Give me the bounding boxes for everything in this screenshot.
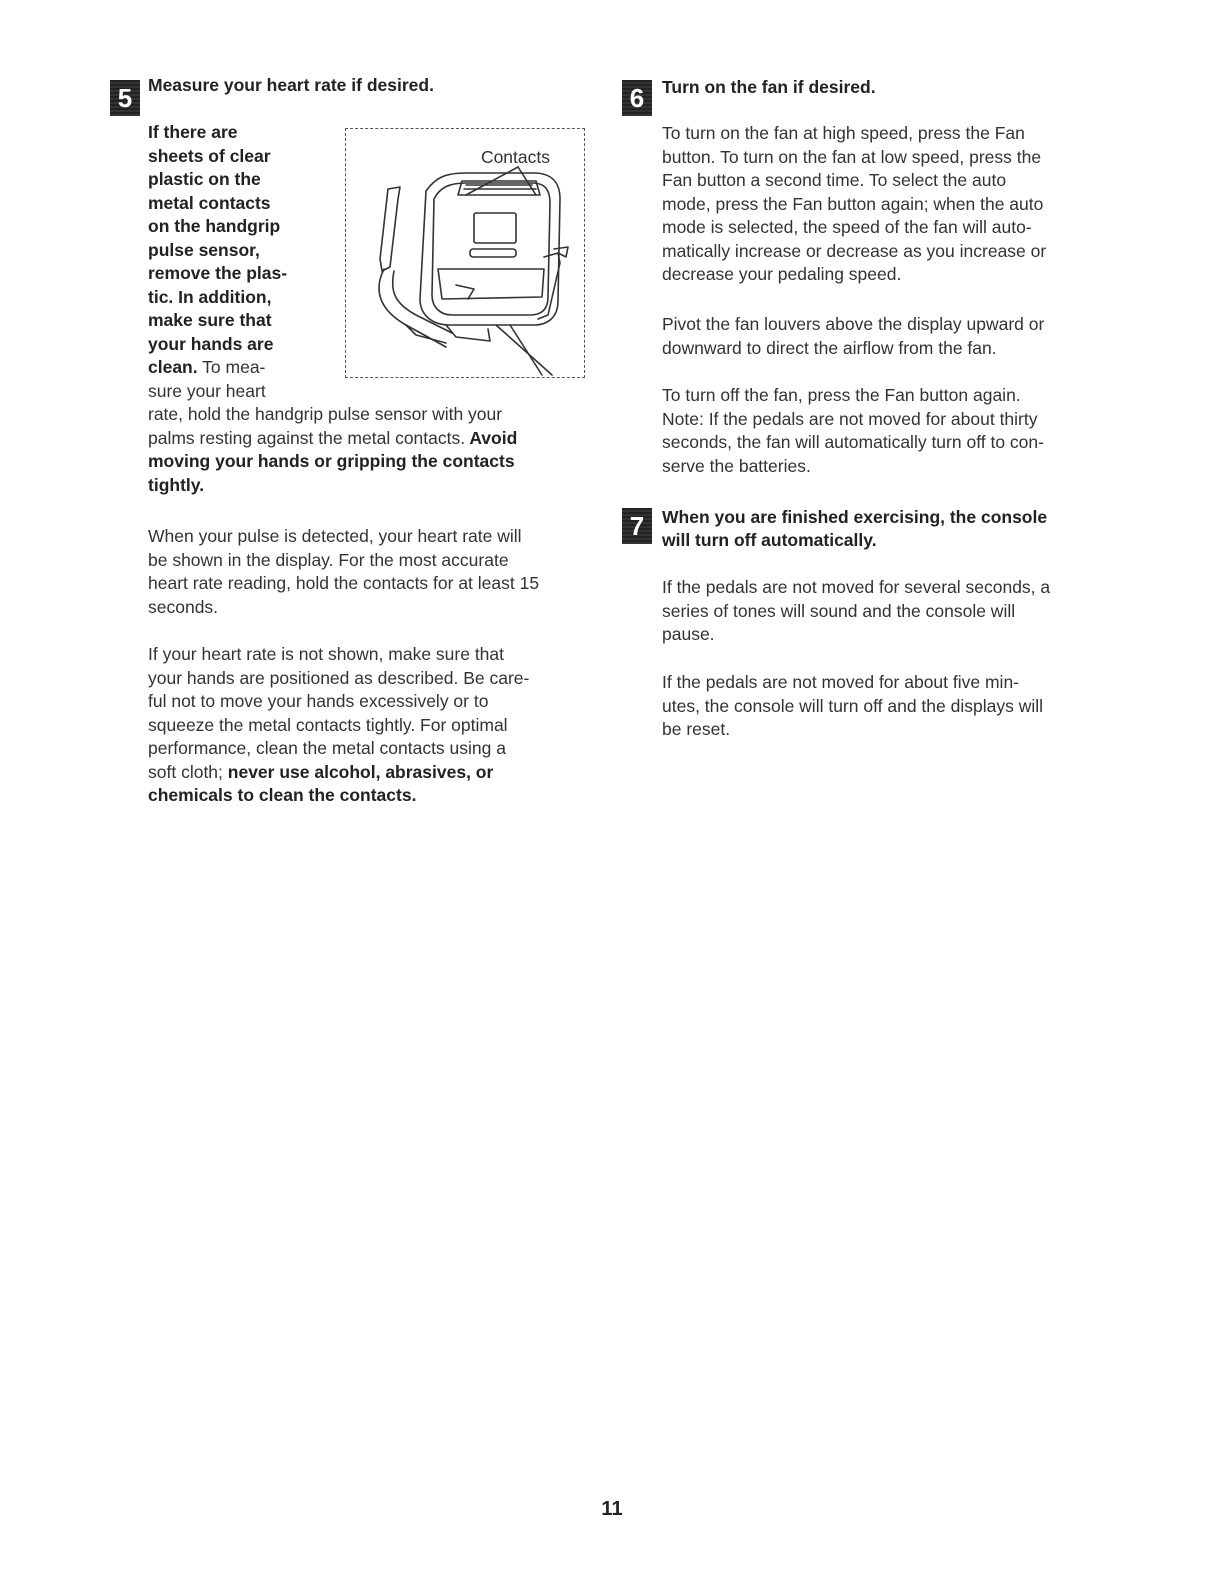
text-line: be shown in the display. For the most accurate xyxy=(148,549,509,570)
text-line xyxy=(148,761,598,785)
text-line: If your heart rate is not shown, make sure that xyxy=(148,644,505,664)
text-line: rate, hold the handgrip pulse sensor with your xyxy=(148,404,503,424)
step-5-badge: 5 xyxy=(110,80,140,116)
intro-line: on the handgrip xyxy=(148,216,281,236)
intro-line: make sure that xyxy=(148,310,272,330)
step-7-badge: 7 xyxy=(622,508,652,544)
text-line: seconds, the fan will automatically turn off to con- xyxy=(662,432,1044,452)
text-line: mode is selected, the speed of the fan will auto- xyxy=(662,217,1032,237)
console-illustration xyxy=(346,129,584,377)
intro-line: tic. In addition, xyxy=(148,286,272,307)
text-line: your hands are positioned as described. Be care- xyxy=(148,667,530,688)
text-line: Fan button a second time. To select the auto xyxy=(662,170,1007,190)
text-line: series of tones will sound and the console will xyxy=(662,600,1016,621)
step-5-para-3 xyxy=(148,643,598,808)
text-line: To turn on the fan at high speed, press the Fan xyxy=(662,123,1025,143)
heading-line: will turn off automatically. xyxy=(662,530,877,550)
warning-line: moving your hands or gripping the contacts xyxy=(148,451,515,471)
text-line: ful not to move your hands excessively or to xyxy=(148,691,489,711)
text-line: Note: If the pedals are not moved for about thirty xyxy=(662,408,1038,429)
intro-regular-tail: To mea- xyxy=(197,357,266,377)
text-line: seconds. xyxy=(148,596,219,617)
text-regular: soft cloth; xyxy=(148,761,223,782)
intro-line: sheets of clear xyxy=(148,145,271,166)
text-line: If the pedals are not moved for several seconds, a xyxy=(662,577,1051,597)
text-line: performance, clean the metal contacts using a xyxy=(148,738,506,758)
page-number: 11 xyxy=(601,1498,623,1520)
warning-line: chemicals to clean the contacts. xyxy=(148,785,417,805)
step-6-heading: Turn on the fan if desired. xyxy=(662,77,876,97)
warning-inline: Avoid xyxy=(465,427,518,448)
text-line: To turn off the fan, press the Fan button again. xyxy=(662,385,1021,405)
step-6-para-1 xyxy=(662,122,1112,287)
intro-line: pulse sensor, xyxy=(148,239,260,260)
text-line: button. To turn on the fan at low speed, press the xyxy=(662,146,1042,167)
text-line: When your pulse is detected, your heart rate will xyxy=(148,526,522,546)
heading-line: When you are finished exercising, the console xyxy=(662,507,1048,527)
text-line: be reset. xyxy=(662,719,731,739)
text-line: mode, press the Fan button again; when the auto xyxy=(662,193,1044,214)
text-line: heart rate reading, hold the contacts for at least 15 xyxy=(148,573,540,593)
step-6-para-2 xyxy=(662,313,1112,360)
intro-line: your hands are xyxy=(148,333,274,354)
text-line: Pivot the fan louvers above the display upward or xyxy=(662,314,1045,334)
handgrip-figure xyxy=(345,128,585,378)
text-line: serve the batteries. xyxy=(662,455,811,476)
text-line: squeeze the metal contacts tightly. For optimal xyxy=(148,714,508,735)
step-7-heading xyxy=(662,506,1047,552)
text-line: utes, the console will turn off and the displays will xyxy=(662,695,1043,716)
step-5-para-2 xyxy=(148,525,598,619)
intro-bold-last: clean. xyxy=(148,357,198,377)
step-7-para-1 xyxy=(662,576,1112,647)
intro-line: remove the plas- xyxy=(148,263,288,283)
step-5-intro-bold xyxy=(148,121,338,403)
text-line: If the pedals are not moved for about five min- xyxy=(662,672,1019,692)
text-regular: palms resting against the metal contacts. xyxy=(148,427,466,448)
text-line: downward to direct the airflow from the fan. xyxy=(662,337,997,358)
text-line xyxy=(148,427,598,451)
text-line: matically increase or decrease as you increase or xyxy=(662,240,1047,261)
intro-line xyxy=(148,356,338,380)
intro-line: metal contacts xyxy=(148,192,271,213)
step-5-heading: Measure your heart rate if desired. xyxy=(148,75,434,95)
figure-label-contacts: Contacts xyxy=(480,147,550,167)
intro-line: If there are xyxy=(148,122,238,142)
step-6-para-3 xyxy=(662,384,1112,478)
intro-line: sure your heart xyxy=(148,380,266,401)
warning-inline: never use alcohol, abrasives, or xyxy=(222,761,494,782)
text-line: decrease your pedaling speed. xyxy=(662,264,902,284)
step-5-intro-continued xyxy=(148,403,598,497)
step-7-para-2 xyxy=(662,671,1112,742)
step-6-badge: 6 xyxy=(622,80,652,116)
text-line: pause. xyxy=(662,624,715,644)
warning-line: tightly. xyxy=(148,474,205,495)
intro-line: plastic on the xyxy=(148,169,261,189)
